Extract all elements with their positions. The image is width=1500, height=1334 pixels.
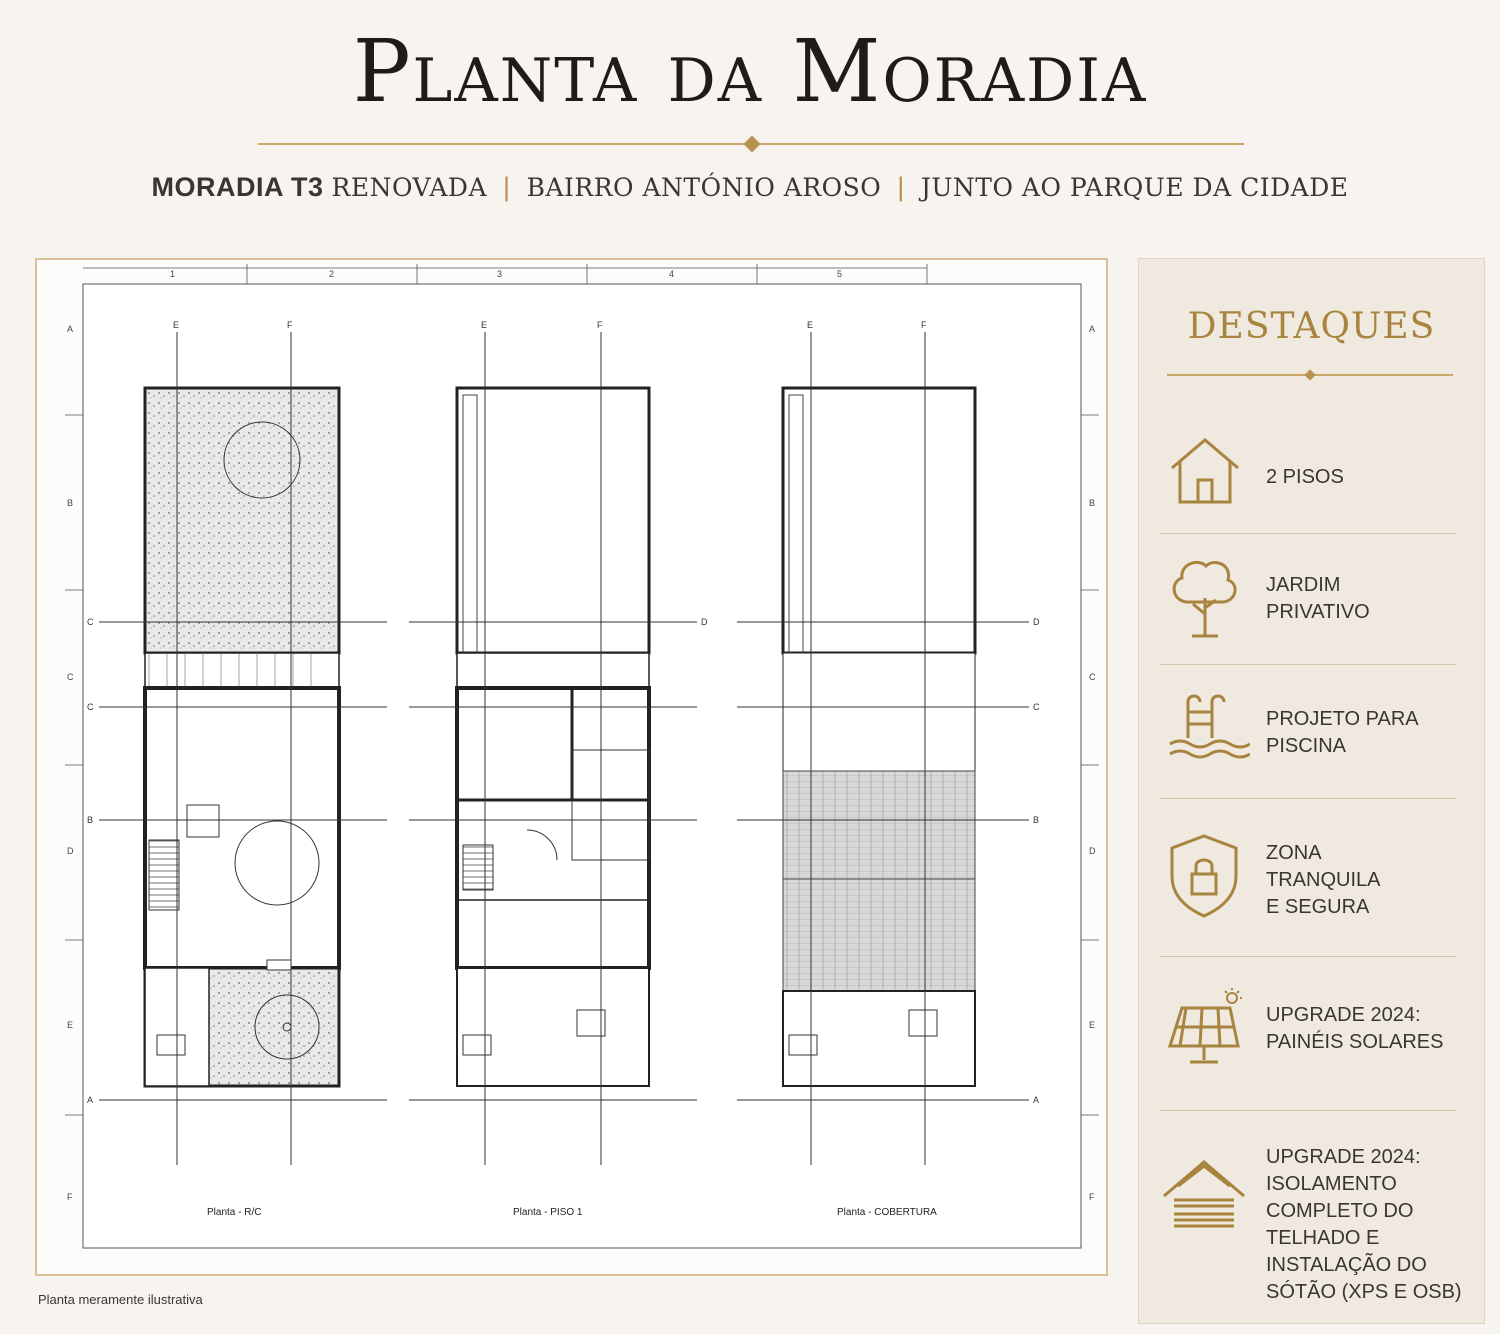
tree-icon bbox=[1160, 552, 1250, 642]
house-icon bbox=[1160, 432, 1250, 522]
section-mark: C bbox=[87, 702, 94, 712]
section-mark: C bbox=[87, 617, 94, 627]
grid-row-label: F bbox=[67, 1192, 73, 1202]
roof-insulation-icon bbox=[1160, 1154, 1250, 1244]
grid-col-label: 2 bbox=[329, 269, 335, 279]
grid-col-label: 3 bbox=[497, 269, 503, 279]
section-mark: F bbox=[287, 320, 293, 330]
plan-caption: Planta - PISO 1 bbox=[513, 1207, 583, 1218]
grid-col-label: 4 bbox=[669, 269, 675, 279]
shield-lock-icon bbox=[1160, 832, 1250, 922]
highlight-divider bbox=[1160, 664, 1456, 665]
highlight-divider bbox=[1160, 956, 1456, 957]
section-mark: E bbox=[807, 320, 814, 330]
grid-row-label: C bbox=[1089, 672, 1096, 682]
grid-row-label: A bbox=[1089, 324, 1096, 334]
section-mark: B bbox=[1033, 815, 1040, 825]
floor-plan-drawing bbox=[37, 260, 1110, 1278]
section-mark: D bbox=[701, 617, 708, 627]
highlight-label: 2 PISOS bbox=[1266, 466, 1344, 488]
highlight-label: UPGRADE 2024: ISOLAMENTO COMPLETO DO TELHADO E INSTALAÇÃO DO SÓTÃO (XPS E OSB) bbox=[1266, 1146, 1462, 1303]
grid-row-label: C bbox=[67, 672, 74, 682]
section-mark: F bbox=[597, 320, 603, 330]
highlight-divider bbox=[1160, 1110, 1456, 1111]
solar-panel-icon bbox=[1160, 986, 1250, 1076]
section-mark: A bbox=[1033, 1095, 1040, 1105]
section-mark: B bbox=[87, 815, 94, 825]
subtitle-neighbourhood: BAIRRO ANTÓNIO AROSO bbox=[526, 173, 882, 202]
grid-row-label: B bbox=[67, 498, 74, 508]
page-title: Planta da Moradia bbox=[352, 22, 1148, 122]
section-mark: C bbox=[1033, 702, 1040, 712]
grid-col-label: 1 bbox=[170, 269, 176, 279]
subtitle-location: JUNTO AO PARQUE DA CIDADE bbox=[920, 173, 1349, 202]
grid-row-label: E bbox=[1089, 1020, 1096, 1030]
highlight-divider bbox=[1160, 533, 1456, 534]
subtitle-separator: | bbox=[897, 172, 905, 202]
section-mark: E bbox=[481, 320, 488, 330]
section-mark: D bbox=[1033, 617, 1040, 627]
section-mark: F bbox=[921, 320, 927, 330]
floor-plan-frame bbox=[35, 258, 1108, 1276]
subtitle-typology: MORADIA T3 bbox=[151, 172, 324, 202]
grid-row-label: D bbox=[1089, 846, 1096, 856]
highlight-label: UPGRADE 2024: PAINÉIS SOLARES bbox=[1266, 1004, 1444, 1053]
subtitle-separator: | bbox=[503, 172, 511, 202]
plan-caption: Planta - COBERTURA bbox=[837, 1207, 937, 1218]
highlight-label: PROJETO PARA PISCINA bbox=[1266, 708, 1419, 757]
grid-row-label: B bbox=[1089, 498, 1096, 508]
title-diamond-ornament bbox=[744, 136, 761, 153]
subtitle-renovated: RENOVADA bbox=[331, 173, 488, 202]
grid-col-label: 5 bbox=[837, 269, 843, 279]
subtitle bbox=[0, 172, 1500, 203]
highlights-heading: DESTAQUES bbox=[1187, 306, 1436, 347]
highlight-divider bbox=[1160, 798, 1456, 799]
grid-row-label: F bbox=[1089, 1192, 1095, 1202]
grid-row-label: D bbox=[67, 846, 74, 856]
highlight-label: JARDIM PRIVATIVO bbox=[1266, 574, 1370, 623]
disclaimer-note: Planta meramente ilustrativa bbox=[38, 1292, 203, 1307]
grid-row-label: E bbox=[67, 1020, 74, 1030]
pool-ladder-icon bbox=[1160, 688, 1250, 778]
grid-row-label: A bbox=[67, 324, 74, 334]
plan-caption: Planta - R/C bbox=[207, 1207, 262, 1218]
section-mark: E bbox=[173, 320, 180, 330]
highlight-label: ZONA TRANQUILA E SEGURA bbox=[1266, 842, 1381, 918]
section-mark: A bbox=[87, 1095, 94, 1105]
